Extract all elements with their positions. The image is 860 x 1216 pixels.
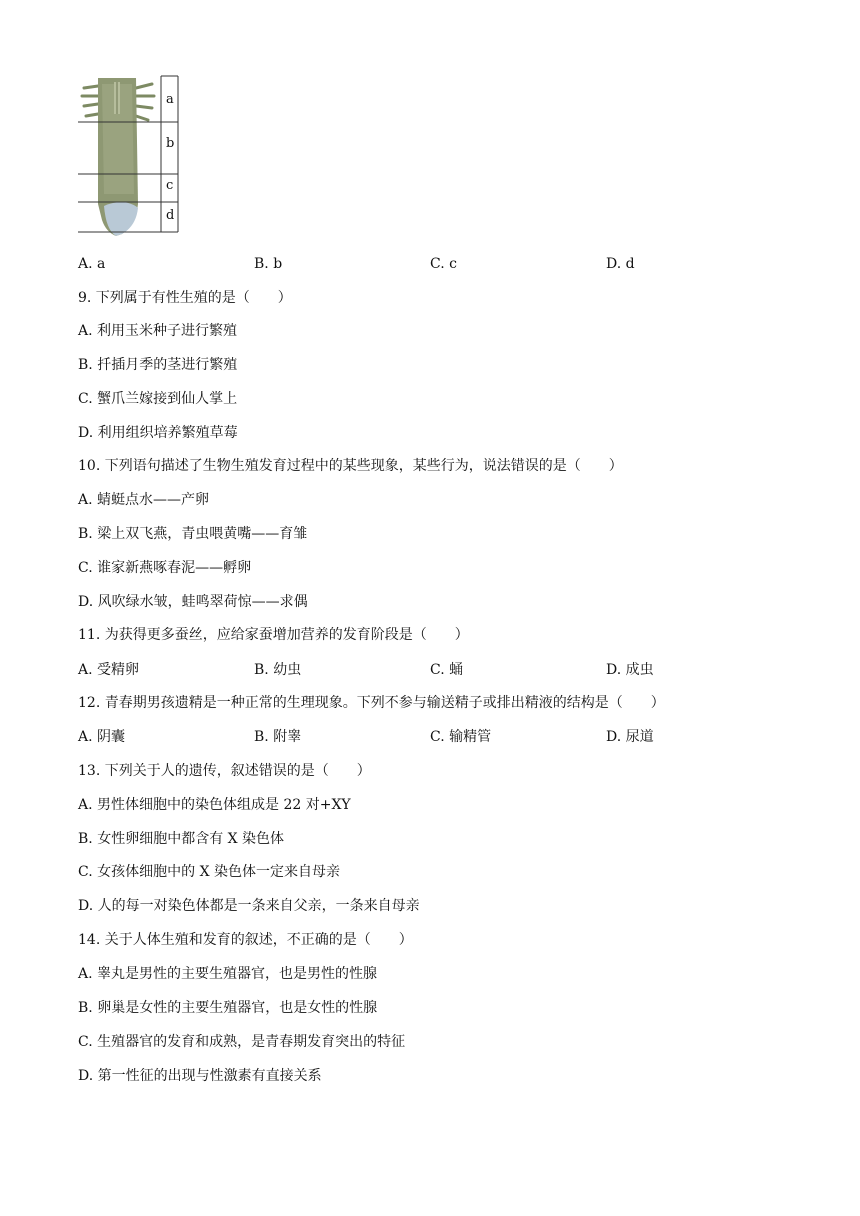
q9-option-b[interactable]: B. 扦插月季的茎进行繁殖 bbox=[78, 357, 238, 373]
q14-option-d[interactable]: D. 第一性征的出现与性激素有直接关系 bbox=[78, 1068, 322, 1084]
q11-option-a[interactable]: A. 受精卵 bbox=[78, 662, 140, 678]
q12-option-c[interactable]: C. 输精管 bbox=[430, 729, 492, 745]
q12-stem: 12. 青春期男孩遗精是一种正常的生理现象。下列不参与输送精子或排出精液的结构是（ ） bbox=[78, 695, 665, 711]
figure-label-b: b bbox=[166, 136, 175, 151]
q14-stem: 14. 关于人体生殖和发育的叙述，不正确的是（ ） bbox=[78, 932, 413, 948]
q9-option-a[interactable]: A. 利用玉米种子进行繁殖 bbox=[78, 323, 238, 339]
q10-option-a[interactable]: A. 蜻蜓点水——产卵 bbox=[78, 492, 210, 508]
figure-label-a: a bbox=[166, 92, 174, 107]
q9-stem: 9. 下列属于有性生殖的是（ ） bbox=[78, 290, 292, 306]
q9-option-c[interactable]: C. 蟹爪兰嫁接到仙人掌上 bbox=[78, 391, 238, 407]
q8-option-c[interactable]: C. c bbox=[430, 256, 457, 272]
q14-option-a[interactable]: A. 睾丸是男性的主要生殖器官，也是男性的性腺 bbox=[78, 966, 378, 982]
q12-option-d[interactable]: D. 尿道 bbox=[606, 729, 654, 745]
q8-option-b[interactable]: B. b bbox=[254, 256, 283, 272]
q8-option-d[interactable]: D. d bbox=[606, 256, 635, 272]
q9-option-d[interactable]: D. 利用组织培养繁殖草莓 bbox=[78, 425, 238, 441]
q11-option-c[interactable]: C. 蛹 bbox=[430, 662, 464, 678]
q11-option-d[interactable]: D. 成虫 bbox=[606, 662, 654, 678]
q13-option-b[interactable]: B. 女性卵细胞中都含有 X 染色体 bbox=[78, 831, 285, 847]
q10-stem: 10. 下列语句描述了生物生殖发育过程中的某些现象，某些行为，说法错误的是（ ） bbox=[78, 458, 623, 474]
q13-option-d[interactable]: D. 人的每一对染色体都是一条来自父亲，一条来自母亲 bbox=[78, 898, 420, 914]
q14-option-c[interactable]: C. 生殖器官的发育和成熟，是青春期发育突出的特征 bbox=[78, 1034, 406, 1050]
q13-option-a[interactable]: A. 男性体细胞中的染色体组成是 22 对+XY bbox=[78, 797, 351, 813]
figure-label-d: d bbox=[166, 208, 175, 223]
q10-option-d[interactable]: D. 风吹绿水皱，蛙鸣翠荷惊——求偶 bbox=[78, 594, 308, 610]
q10-option-b[interactable]: B. 梁上双飞燕，青虫喂黄嘴——育雏 bbox=[78, 526, 308, 542]
q11-stem: 11. 为获得更多蚕丝，应给家蚕增加营养的发育阶段是（ ） bbox=[78, 627, 469, 643]
root-tip-figure bbox=[78, 74, 182, 240]
q14-option-b[interactable]: B. 卵巢是女性的主要生殖器官，也是女性的性腺 bbox=[78, 1000, 378, 1016]
q12-option-a[interactable]: A. 阴囊 bbox=[78, 729, 126, 745]
q12-option-b[interactable]: B. 附睾 bbox=[254, 729, 302, 745]
q13-stem: 13. 下列关于人的遗传，叙述错误的是（ ） bbox=[78, 763, 371, 779]
q8-option-a[interactable]: A. a bbox=[78, 256, 106, 272]
q11-option-b[interactable]: B. 幼虫 bbox=[254, 662, 302, 678]
q10-option-c[interactable]: C. 谁家新燕啄春泥——孵卵 bbox=[78, 560, 252, 576]
figure-label-c: c bbox=[166, 178, 174, 193]
q13-option-c[interactable]: C. 女孩体细胞中的 X 染色体一定来自母亲 bbox=[78, 864, 340, 880]
